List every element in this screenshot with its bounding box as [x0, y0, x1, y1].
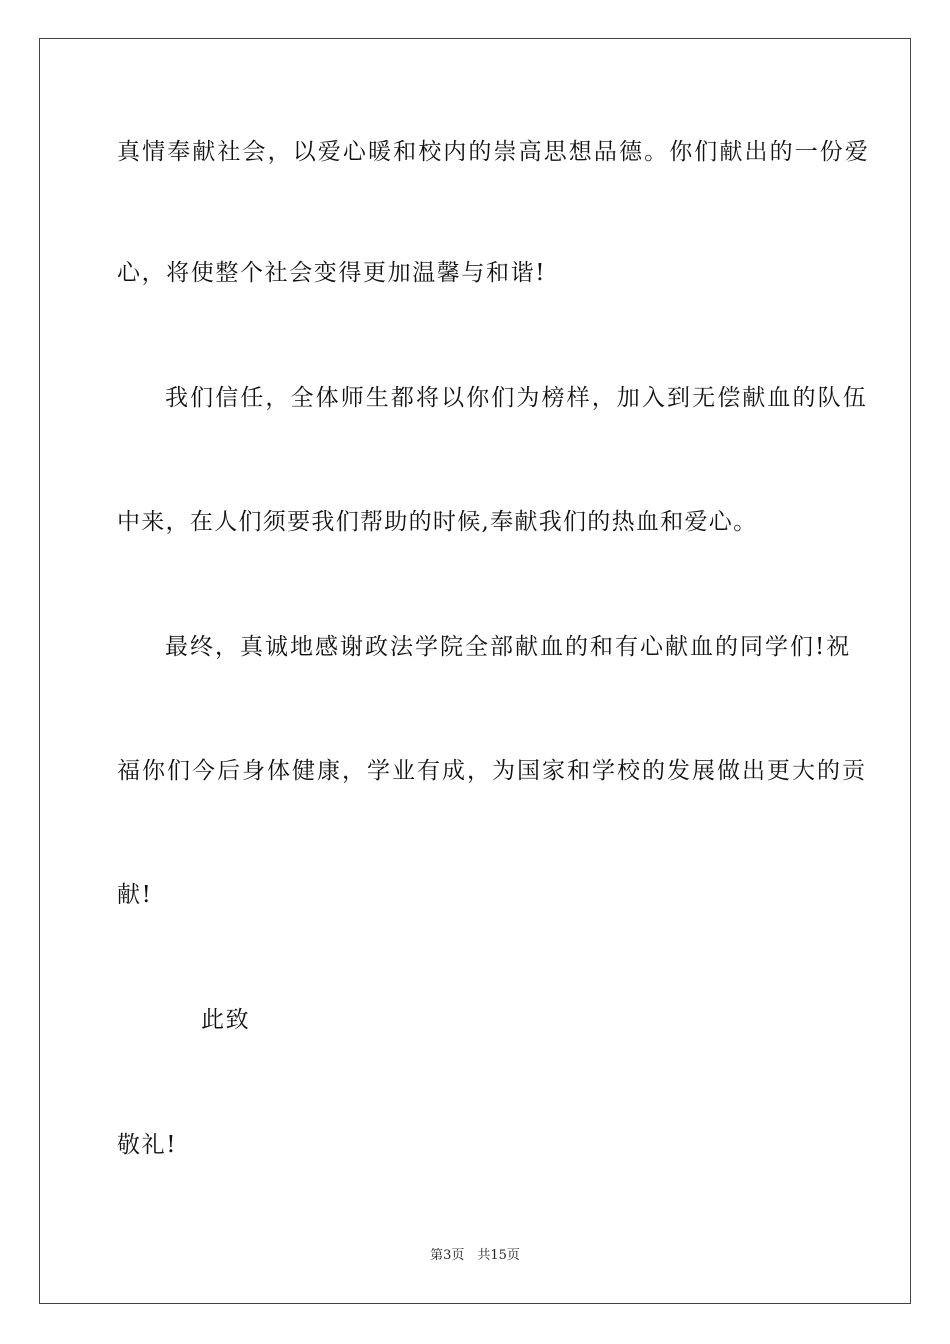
body-line: 福你们今后身体健康，学业有成，为国家和学校的发展做出更大的贡	[117, 758, 867, 784]
body-line: 中来，在人们须要我们帮助的时候,奉献我们的热血和爱心。	[117, 509, 758, 535]
body-line: 献!	[117, 882, 153, 908]
body-line: 我们信任，全体师生都将以你们为榜样，加入到无偿献血的队伍	[165, 385, 868, 411]
page-number-footer: 第3页 共15页	[430, 1248, 520, 1263]
closing-regards: 敬礼!	[117, 1132, 178, 1158]
closing-salutation: 此致	[201, 1007, 251, 1033]
body-line: 心，将使整个社会变得更加温馨与和谐!	[117, 260, 547, 286]
body-line: 最终，真诚地感谢政法学院全部献血的和有心献血的同学们!祝	[165, 634, 852, 660]
body-line: 真情奉献社会，以爱心暖和校内的崇高思想品德。你们献出的一份爱	[117, 139, 870, 165]
page-frame	[39, 38, 911, 1304]
